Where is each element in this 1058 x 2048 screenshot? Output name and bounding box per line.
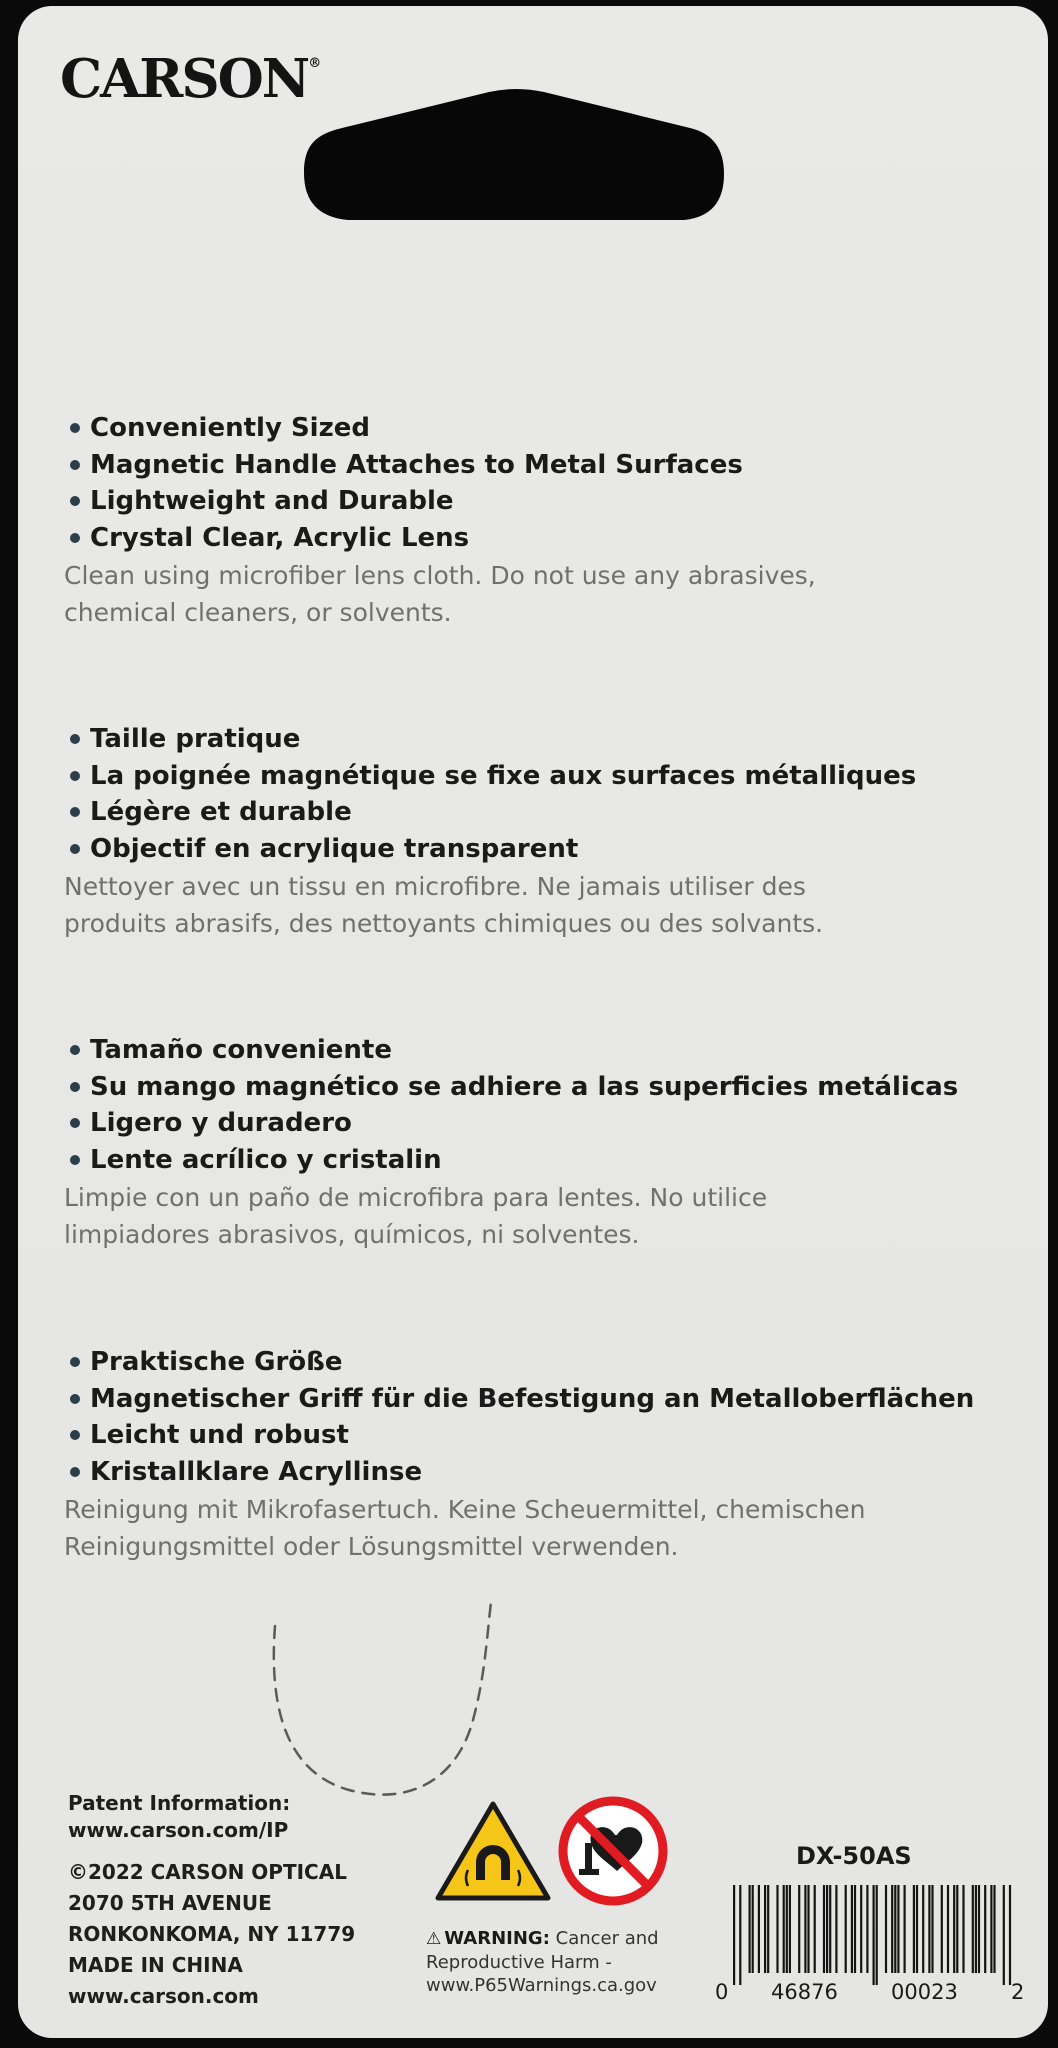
feature-item: Crystal Clear, Acrylic Lens	[64, 520, 1024, 557]
barcode-bar	[904, 1885, 906, 1973]
barcode-bar	[990, 1885, 992, 1973]
barcode-bar	[789, 1885, 791, 1973]
feature-item: Leicht und robust	[64, 1417, 1024, 1454]
feature-item: Praktische Größe	[64, 1344, 1024, 1381]
section-spanish	[64, 1032, 1024, 1253]
feature-item: Tamaño conveniente	[64, 1032, 1024, 1069]
prop65-warning: ⚠ WARNING: Cancer and Reproductive Harm - www.P65Warnings.ca.gov	[426, 1928, 659, 1996]
barcode-bar	[758, 1885, 760, 1973]
barcode-bar	[894, 1885, 896, 1973]
section-english	[64, 410, 1024, 631]
bullet-dot	[70, 423, 80, 433]
barcode-bar	[975, 1885, 977, 1973]
feature-item: Objectif en acrylique transparent	[64, 831, 1024, 868]
barcode-bar	[984, 1885, 986, 1973]
barcode-bar	[860, 1885, 862, 1973]
barcode-bar	[913, 1885, 915, 1973]
barcode-digit-right: 2	[1011, 1980, 1025, 2004]
no-pacemaker-icon	[557, 1795, 669, 1907]
bullet-dot	[70, 734, 80, 744]
bullet-dot	[70, 1045, 80, 1055]
model-number: DX-50AS	[796, 1842, 912, 1870]
barcode-bar	[826, 1885, 828, 1973]
upc-barcode	[715, 1885, 1035, 2005]
barcode-group2: 00023	[891, 1980, 958, 2004]
barcode-bar	[876, 1885, 878, 1985]
barcode-bar	[891, 1885, 893, 1973]
bullet-dot	[70, 1082, 80, 1092]
barcode-bar	[972, 1885, 974, 1973]
bullet-dot	[70, 1118, 80, 1128]
barcode-bar	[739, 1885, 741, 1985]
magnet-warning-icon	[434, 1800, 552, 1904]
barcode-bar	[851, 1885, 853, 1973]
barcode-bar	[897, 1885, 899, 1973]
barcode-bar	[873, 1885, 875, 1985]
section-french	[64, 721, 1024, 942]
bullet-dot	[70, 844, 80, 854]
barcode-bar	[956, 1885, 958, 1973]
care-instructions: Nettoyer avec un tissu en microfibre. Ne jamais utiliser des produits abrasifs, des nettoyants chimiques ou des solvants.	[64, 872, 824, 938]
warning-triangle-icon: ⚠	[426, 1929, 442, 1949]
bullet-dot	[70, 496, 80, 506]
feature-item: Magnetischer Griff für die Befestigung an Metalloberflächen	[64, 1381, 1024, 1418]
bullet-dot	[70, 771, 80, 781]
barcode-group1: 46876	[771, 1980, 838, 2004]
barcode-bar	[733, 1885, 735, 1985]
bullet-dot	[70, 1467, 80, 1477]
brand-logo: CARSON®	[60, 48, 322, 110]
section-german	[64, 1344, 1024, 1565]
feature-list	[64, 1344, 1024, 1490]
feature-item: Taille pratique	[64, 721, 1024, 758]
barcode-digit-left: 0	[715, 1980, 729, 2004]
barcode-bar	[931, 1885, 933, 1973]
dashed-cut-line	[263, 1596, 513, 1816]
care-instructions: Clean using microfiber lens cloth. Do not use any abrasives, chemical cleaners, or solvents.	[64, 561, 816, 627]
company-address: ©2022 CARSON OPTICAL 2070 5TH AVENUE RONKONKOMA, NY 11779 MADE IN CHINA www.carson.com	[68, 1860, 356, 2008]
feature-item: Lightweight and Durable	[64, 483, 1024, 520]
barcode-bar	[767, 1885, 769, 1973]
care-instructions: Reinigung mit Mikrofasertuch. Keine Scheuermittel, chemischen Reinigungsmittel oder Lösungsmittel verwenden.	[64, 1495, 866, 1561]
feature-item: La poignée magnétique se fixe aux surfaces métalliques	[64, 758, 1024, 795]
feature-item: Légère et durable	[64, 794, 1024, 831]
feature-item: Lente acrílico y cristalin	[64, 1142, 1024, 1179]
feature-item: Ligero y duradero	[64, 1105, 1024, 1142]
barcode-bar	[823, 1885, 825, 1973]
barcode-bar	[866, 1885, 868, 1973]
barcode-bar	[786, 1885, 788, 1973]
barcode-bar	[928, 1885, 930, 1973]
feature-list	[64, 410, 1024, 556]
bullet-dot	[70, 807, 80, 817]
bullet-dot	[70, 533, 80, 543]
barcode-bar	[916, 1885, 918, 1973]
barcode-bar	[953, 1885, 955, 1973]
feature-item: Su mango magnético se adhiere a las superficies metálicas	[64, 1069, 1024, 1106]
bullet-dot	[70, 1155, 80, 1165]
bullet-dot	[70, 1394, 80, 1404]
feature-item: Magnetic Handle Attaches to Metal Surfaces	[64, 447, 1024, 484]
barcode-bar	[752, 1885, 754, 1973]
barcode-bar	[941, 1885, 943, 1973]
barcode-bar	[776, 1885, 778, 1973]
hang-hole	[304, 88, 728, 226]
barcode-bar	[978, 1885, 980, 1973]
barcode-bar	[807, 1885, 809, 1973]
barcode-bar	[783, 1885, 785, 1973]
feature-item: Conveniently Sized	[64, 410, 1024, 447]
barcode-bar	[749, 1885, 751, 1973]
barcode-bar	[854, 1885, 856, 1973]
barcode-bar	[993, 1885, 995, 1973]
barcode-bar	[845, 1885, 847, 1973]
barcode-bar	[764, 1885, 766, 1973]
bullet-dot	[70, 1430, 80, 1440]
feature-list	[64, 1032, 1024, 1178]
patent-info: Patent Information: www.carson.com/IP	[68, 1791, 291, 1842]
barcode-bar	[829, 1885, 831, 1973]
barcode-bar	[885, 1885, 887, 1973]
barcode-bar	[835, 1885, 837, 1973]
feature-list	[64, 721, 1024, 867]
barcode-bar	[947, 1885, 949, 1973]
care-instructions: Limpie con un paño de microfibra para lentes. No utilice limpiadores abrasivos, químicos, ni solventes.	[64, 1183, 768, 1249]
barcode-bar	[962, 1885, 964, 1973]
barcode-bar	[804, 1885, 806, 1973]
feature-item: Kristallklare Acryllinse	[64, 1454, 1024, 1491]
barcode-bar	[814, 1885, 816, 1973]
barcode-bar	[922, 1885, 924, 1973]
barcode-bar	[1009, 1885, 1011, 1985]
bullet-dot	[70, 1357, 80, 1367]
bullet-dot	[70, 460, 80, 470]
barcode-bar	[1003, 1885, 1005, 1985]
barcode-bar	[798, 1885, 800, 1973]
package-back-card	[18, 6, 1048, 2038]
